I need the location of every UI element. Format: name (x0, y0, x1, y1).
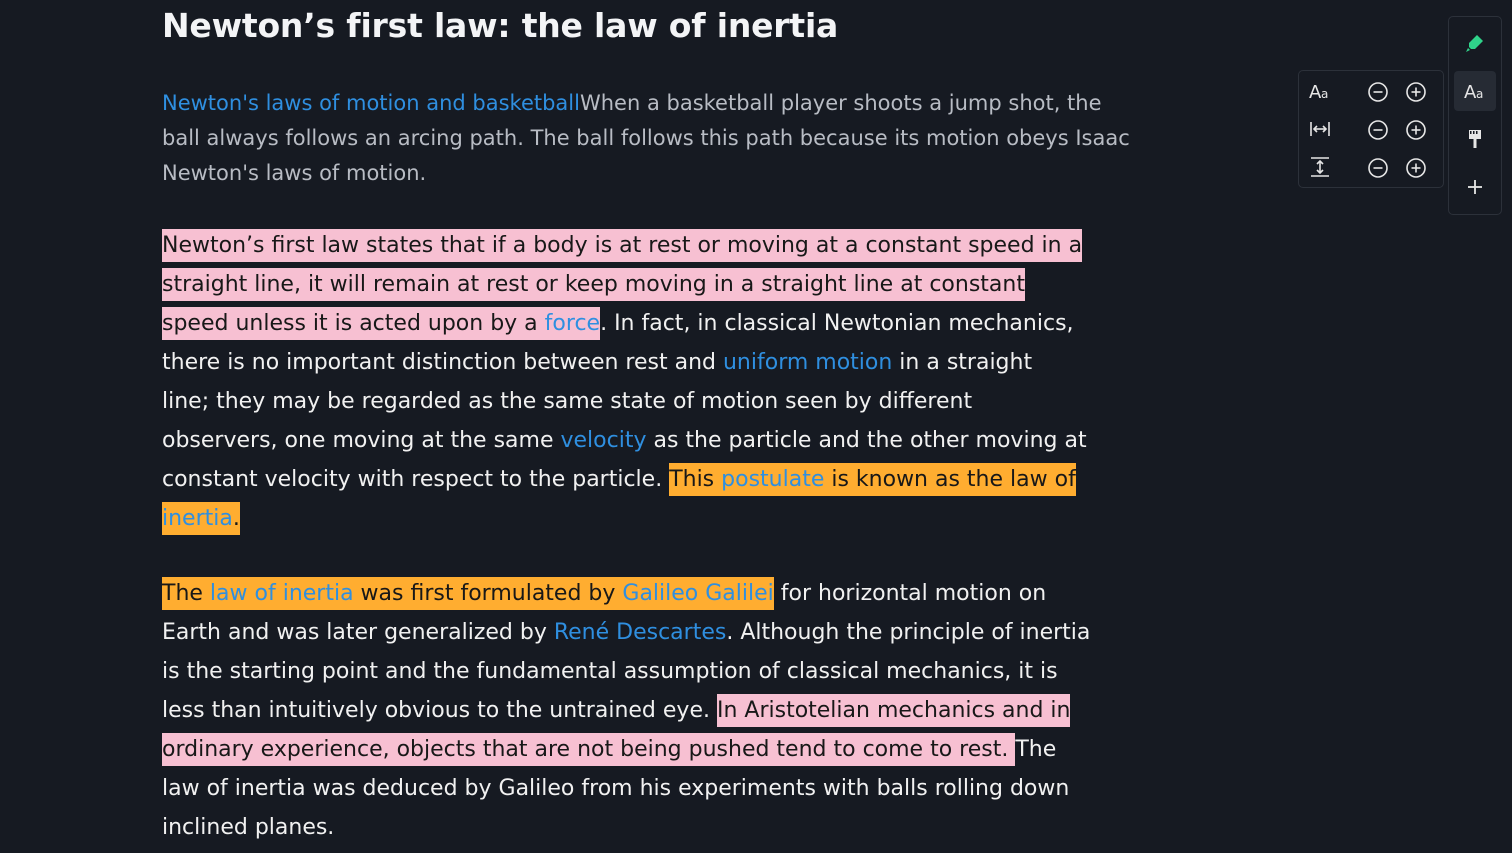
increase-line-height-button[interactable] (1405, 157, 1427, 179)
postulate-link[interactable]: postulate (721, 467, 825, 492)
brush-button[interactable] (1454, 119, 1496, 159)
uniform-motion-link[interactable]: uniform motion (722, 350, 893, 375)
svg-text:a: a (1476, 87, 1484, 101)
galileo-link[interactable]: Galileo Galilei (622, 581, 774, 606)
reader-toolbar (1448, 16, 1502, 215)
text-settings-panel (1298, 70, 1444, 188)
highlighter-button[interactable] (1454, 23, 1496, 63)
page-title: Newton’s first law: the law of inertia (162, 6, 839, 45)
decrease-font-size-button[interactable] (1367, 81, 1389, 103)
svg-text:A: A (1309, 82, 1322, 102)
line-height-icon (1309, 156, 1331, 178)
increase-font-size-button[interactable] (1405, 81, 1427, 103)
highlight-pink[interactable]: In Aristotelian mechanics and in (717, 694, 1071, 727)
increase-text-width-button[interactable] (1405, 119, 1427, 141)
basketball-link[interactable]: Newton's laws of motion and basketball (162, 91, 580, 115)
decrease-line-height-button[interactable] (1367, 157, 1389, 179)
descartes-link[interactable]: René Descartes (553, 620, 727, 645)
paragraph-first-law: Newton’s first law states that if a body is at rest or moving at a constant speed in a straight line, it will remain at rest or keep moving in a straight line at constant speed unless it is acted upon by a force. In fact, in classical Newtonian mechanics, there is no important distinction between rest and uniform motion in a straight line; they may be regarded as the same state of motion seen by different observers, one moving at the same velocity as the particle and the other moving at constant velocity with respect to the particle. This postulate is known as the law of inertia. (162, 226, 1062, 538)
font-size-row (1299, 73, 1443, 107)
highlight-pink[interactable]: Newton’s first law states that if a body is at rest or moving at a constant speed in a (162, 229, 1082, 262)
font-size-icon (1309, 80, 1331, 102)
decrease-text-width-button[interactable] (1367, 119, 1389, 141)
force-link[interactable]: force (544, 311, 601, 336)
line-height-row (1299, 149, 1443, 183)
highlight-pink[interactable]: ordinary experience, objects that are not being pushed tend to come to rest. (162, 733, 1015, 766)
intro-paragraph: Newton's laws of motion and basketballWhen a basketball player shoots a jump shot, the ball always follows an arcing path. The ball follows this path because its motion obeys Isaac Newton's laws of motion. (162, 91, 1130, 185)
highlight-orange[interactable]: This postulate is known as the law of (669, 463, 1076, 496)
law-of-inertia-link[interactable]: law of inertia (209, 581, 354, 606)
font-settings-button[interactable] (1454, 71, 1496, 111)
inertia-link[interactable]: inertia (162, 506, 233, 531)
highlight-orange[interactable]: inertia. (162, 502, 240, 535)
add-button[interactable] (1454, 167, 1496, 207)
highlight-pink[interactable]: speed unless it is acted upon by a force (162, 307, 600, 340)
paragraph-law-of-inertia: The law of inertia was first formulated by Galileo Galilei for horizontal motion on Earth and was later generalized by René Descartes. Although the principle of inertia is the starting point and the fundamental assumption of classical mechanics, it is less than intuitively obvious to the untrained eye. In Aristotelian mechanics and in ordinary experience, objects that are not being pushed tend to come to rest. The law of inertia was deduced by Galileo from his experiments with balls rolling down inclined planes. (162, 574, 1062, 847)
svg-text:a: a (1321, 87, 1329, 101)
velocity-link[interactable]: velocity (560, 428, 647, 453)
highlight-pink[interactable]: straight line, it will remain at rest or keep moving in a straight line at constant (162, 268, 1025, 301)
highlight-orange[interactable]: The law of inertia was first formulated by Galileo Galilei (162, 577, 774, 610)
text-width-icon (1309, 118, 1331, 140)
text-width-row (1299, 111, 1443, 145)
svg-text:A: A (1464, 82, 1477, 102)
